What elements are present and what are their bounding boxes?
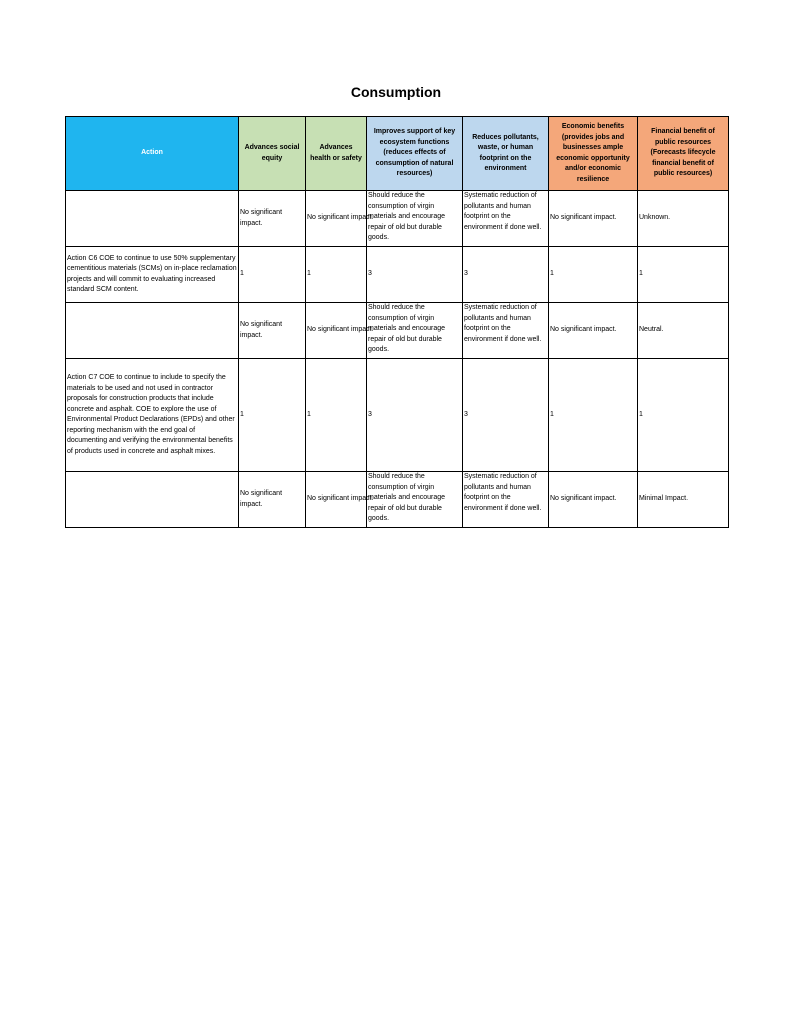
cell-health: No significant impact. [306,303,367,359]
cell-economic: No significant impact. [549,303,638,359]
cell-pollutants: Systematic reduction of pollutants and human footprint on the environment if done well. [463,191,549,247]
cell-action [66,191,239,247]
cell-financial: 1 [638,247,729,303]
cell-social: 1 [239,247,306,303]
cell-action [66,303,239,359]
cell-health: No significant impact. [306,191,367,247]
cell-social: 1 [239,359,306,472]
cell-action: Action C6 COE to continue to use 50% supplementary cementitious materials (SCMs) on in-place reclamation projects and will commit to evaluating increased standard SCM content. [66,247,239,303]
cell-financial: Minimal Impact. [638,472,729,528]
table-row [66,247,729,303]
cell-pollutants: 3 [463,247,549,303]
cell-ecosystem: Should reduce the consumption of virgin materials and encourage repair of old but durable goods. [367,191,463,247]
cell-financial: Neutral. [638,303,729,359]
cell-ecosystem: 3 [367,247,463,303]
table-header-row [66,117,729,191]
cell-pollutants: 3 [463,359,549,472]
cell-economic: No significant impact. [549,191,638,247]
header-health-safety: Advances health or safety [306,117,367,191]
cell-action [66,472,239,528]
cell-social: No significant impact. [239,303,306,359]
header-pollutants: Reduces pollutants, waste, or human footprint on the environment [463,117,549,191]
cell-social: No significant impact. [239,472,306,528]
header-financial: Financial benefit of public resources (Forecasts lifecycle financial benefit of public resources) [638,117,729,191]
cell-pollutants: Systematic reduction of pollutants and human footprint on the environment if done well. [463,472,549,528]
cell-health: 1 [306,359,367,472]
header-economic: Economic benefits (provides jobs and businesses ample economic opportunity and/or economic resilience [549,117,638,191]
cell-economic: 1 [549,359,638,472]
table-row [66,359,729,472]
table-row [66,303,729,359]
cell-financial: 1 [638,359,729,472]
header-ecosystem: Improves support of key ecosystem functions (reduces effects of consumption of natural resources) [367,117,463,191]
cell-social: No significant impact. [239,191,306,247]
cell-action: Action C7 COE to continue to include to specify the materials to be used and not used in contractor proposals for construction products that include concrete and asphalt. COE to explore the use of Environmental Product Declarations (EPDs) and other reporting mechanism with the end goal of documenting and verifying the environmental benefits of products used in concrete and asphalt mixes. [66,359,239,472]
consumption-table [65,116,729,528]
header-action: Action [66,117,239,191]
cell-pollutants: Systematic reduction of pollutants and human footprint on the environment if done well. [463,303,549,359]
cell-economic: 1 [549,247,638,303]
cell-ecosystem: Should reduce the consumption of virgin materials and encourage repair of old but durable goods. [367,303,463,359]
cell-ecosystem: 3 [367,359,463,472]
cell-financial: Unknown. [638,191,729,247]
page-title: Consumption [350,84,442,100]
cell-health: 1 [306,247,367,303]
cell-health: No significant impact. [306,472,367,528]
table-row [66,191,729,247]
header-social-equity: Advances social equity [239,117,306,191]
cell-economic: No significant impact. [549,472,638,528]
cell-ecosystem: Should reduce the consumption of virgin materials and encourage repair of old but durable goods. [367,472,463,528]
table-row [66,472,729,528]
